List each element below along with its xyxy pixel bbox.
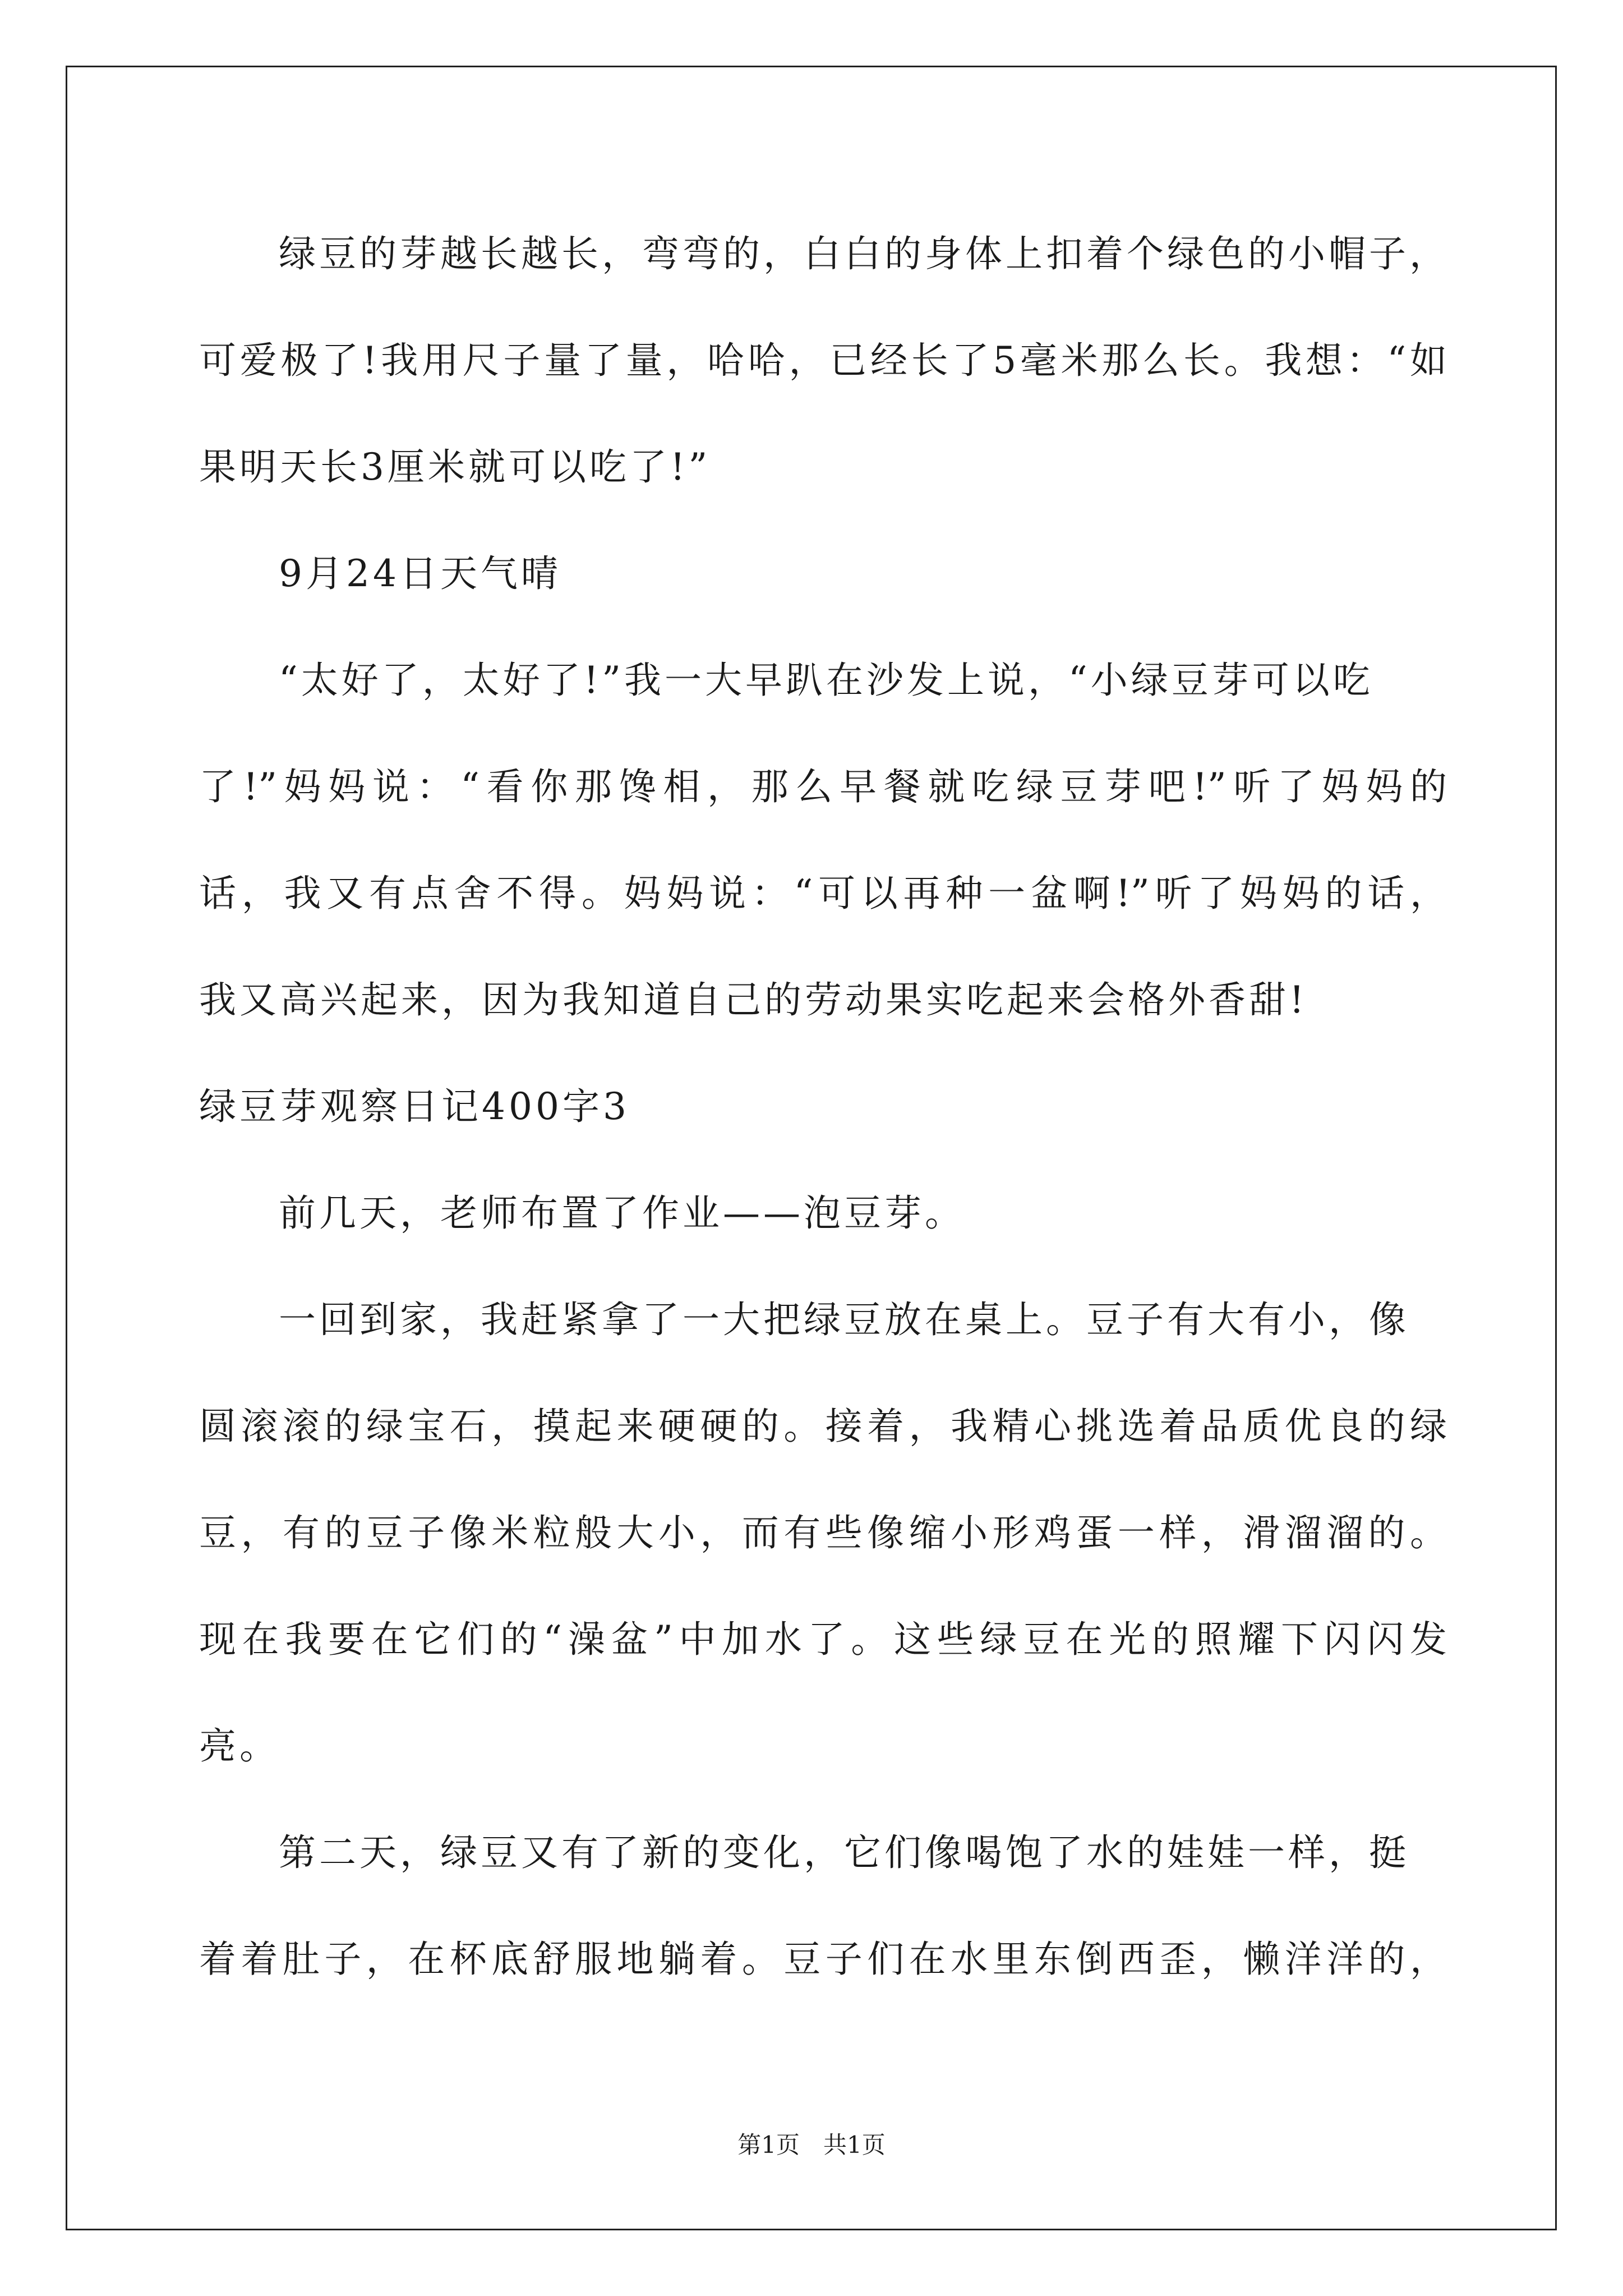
paragraph-line: 话，我又有点舍不得。妈妈说：“可以再种一盆啊!”听了妈妈的话， xyxy=(199,872,1447,915)
diary-date-heading: 9月24日天气晴 xyxy=(279,552,561,595)
paragraph-line: 我又高兴起来，因为我知道自己的劳动果实吃起来会格外香甜! xyxy=(199,978,1308,1022)
paragraph-line: 亮。 xyxy=(199,1724,280,1768)
page-border xyxy=(66,66,1557,2230)
paragraph-line: 圆滚滚的绿宝石，摸起来硬硬的。接着，我精心挑选着品质优良的绿 xyxy=(199,1405,1447,1448)
section-title: 绿豆芽观察日记400字3 xyxy=(199,1085,630,1128)
paragraph-line: 现在我要在它们的“澡盆”中加水了。这些绿豆在光的照耀下闪闪发 xyxy=(199,1618,1447,1661)
paragraph-line: 第二天，绿豆又有了新的变化，它们像喝饱了水的娃娃一样，挺 xyxy=(279,1831,1409,1874)
paragraph-line: 一回到家，我赶紧拿了一大把绿豆放在桌上。豆子有大有小，像 xyxy=(279,1298,1409,1341)
paragraph-line: “太好了，太好了!”我一大早趴在沙发上说，“小绿豆芽可以吃 xyxy=(279,659,1373,702)
paragraph-line: 豆，有的豆子像米粒般大小，而有些像缩小形鸡蛋一样，滑溜溜的。 xyxy=(199,1511,1447,1554)
paragraph-line: 前几天，老师布置了作业——泡豆芽。 xyxy=(279,1191,965,1235)
paragraph-line: 着着肚子，在杯底舒服地躺着。豆子们在水里东倒西歪，懒洋洋的， xyxy=(199,1938,1447,1981)
paragraph-line: 果明天长3厘米就可以吃了!” xyxy=(199,445,711,489)
paragraph-line: 可爱极了!我用尺子量了量，哈哈，已经长了5毫米那么长。我想：“如 xyxy=(199,339,1447,382)
page-number: 第1页 共1页 xyxy=(737,2131,886,2159)
paragraph-line: 绿豆的芽越长越长，弯弯的，白白的身体上扣着个绿色的小帽子， xyxy=(279,232,1450,275)
paragraph-line: 了!”妈妈说：“看你那馋相，那么早餐就吃绿豆芽吧!”听了妈妈的 xyxy=(199,765,1447,808)
